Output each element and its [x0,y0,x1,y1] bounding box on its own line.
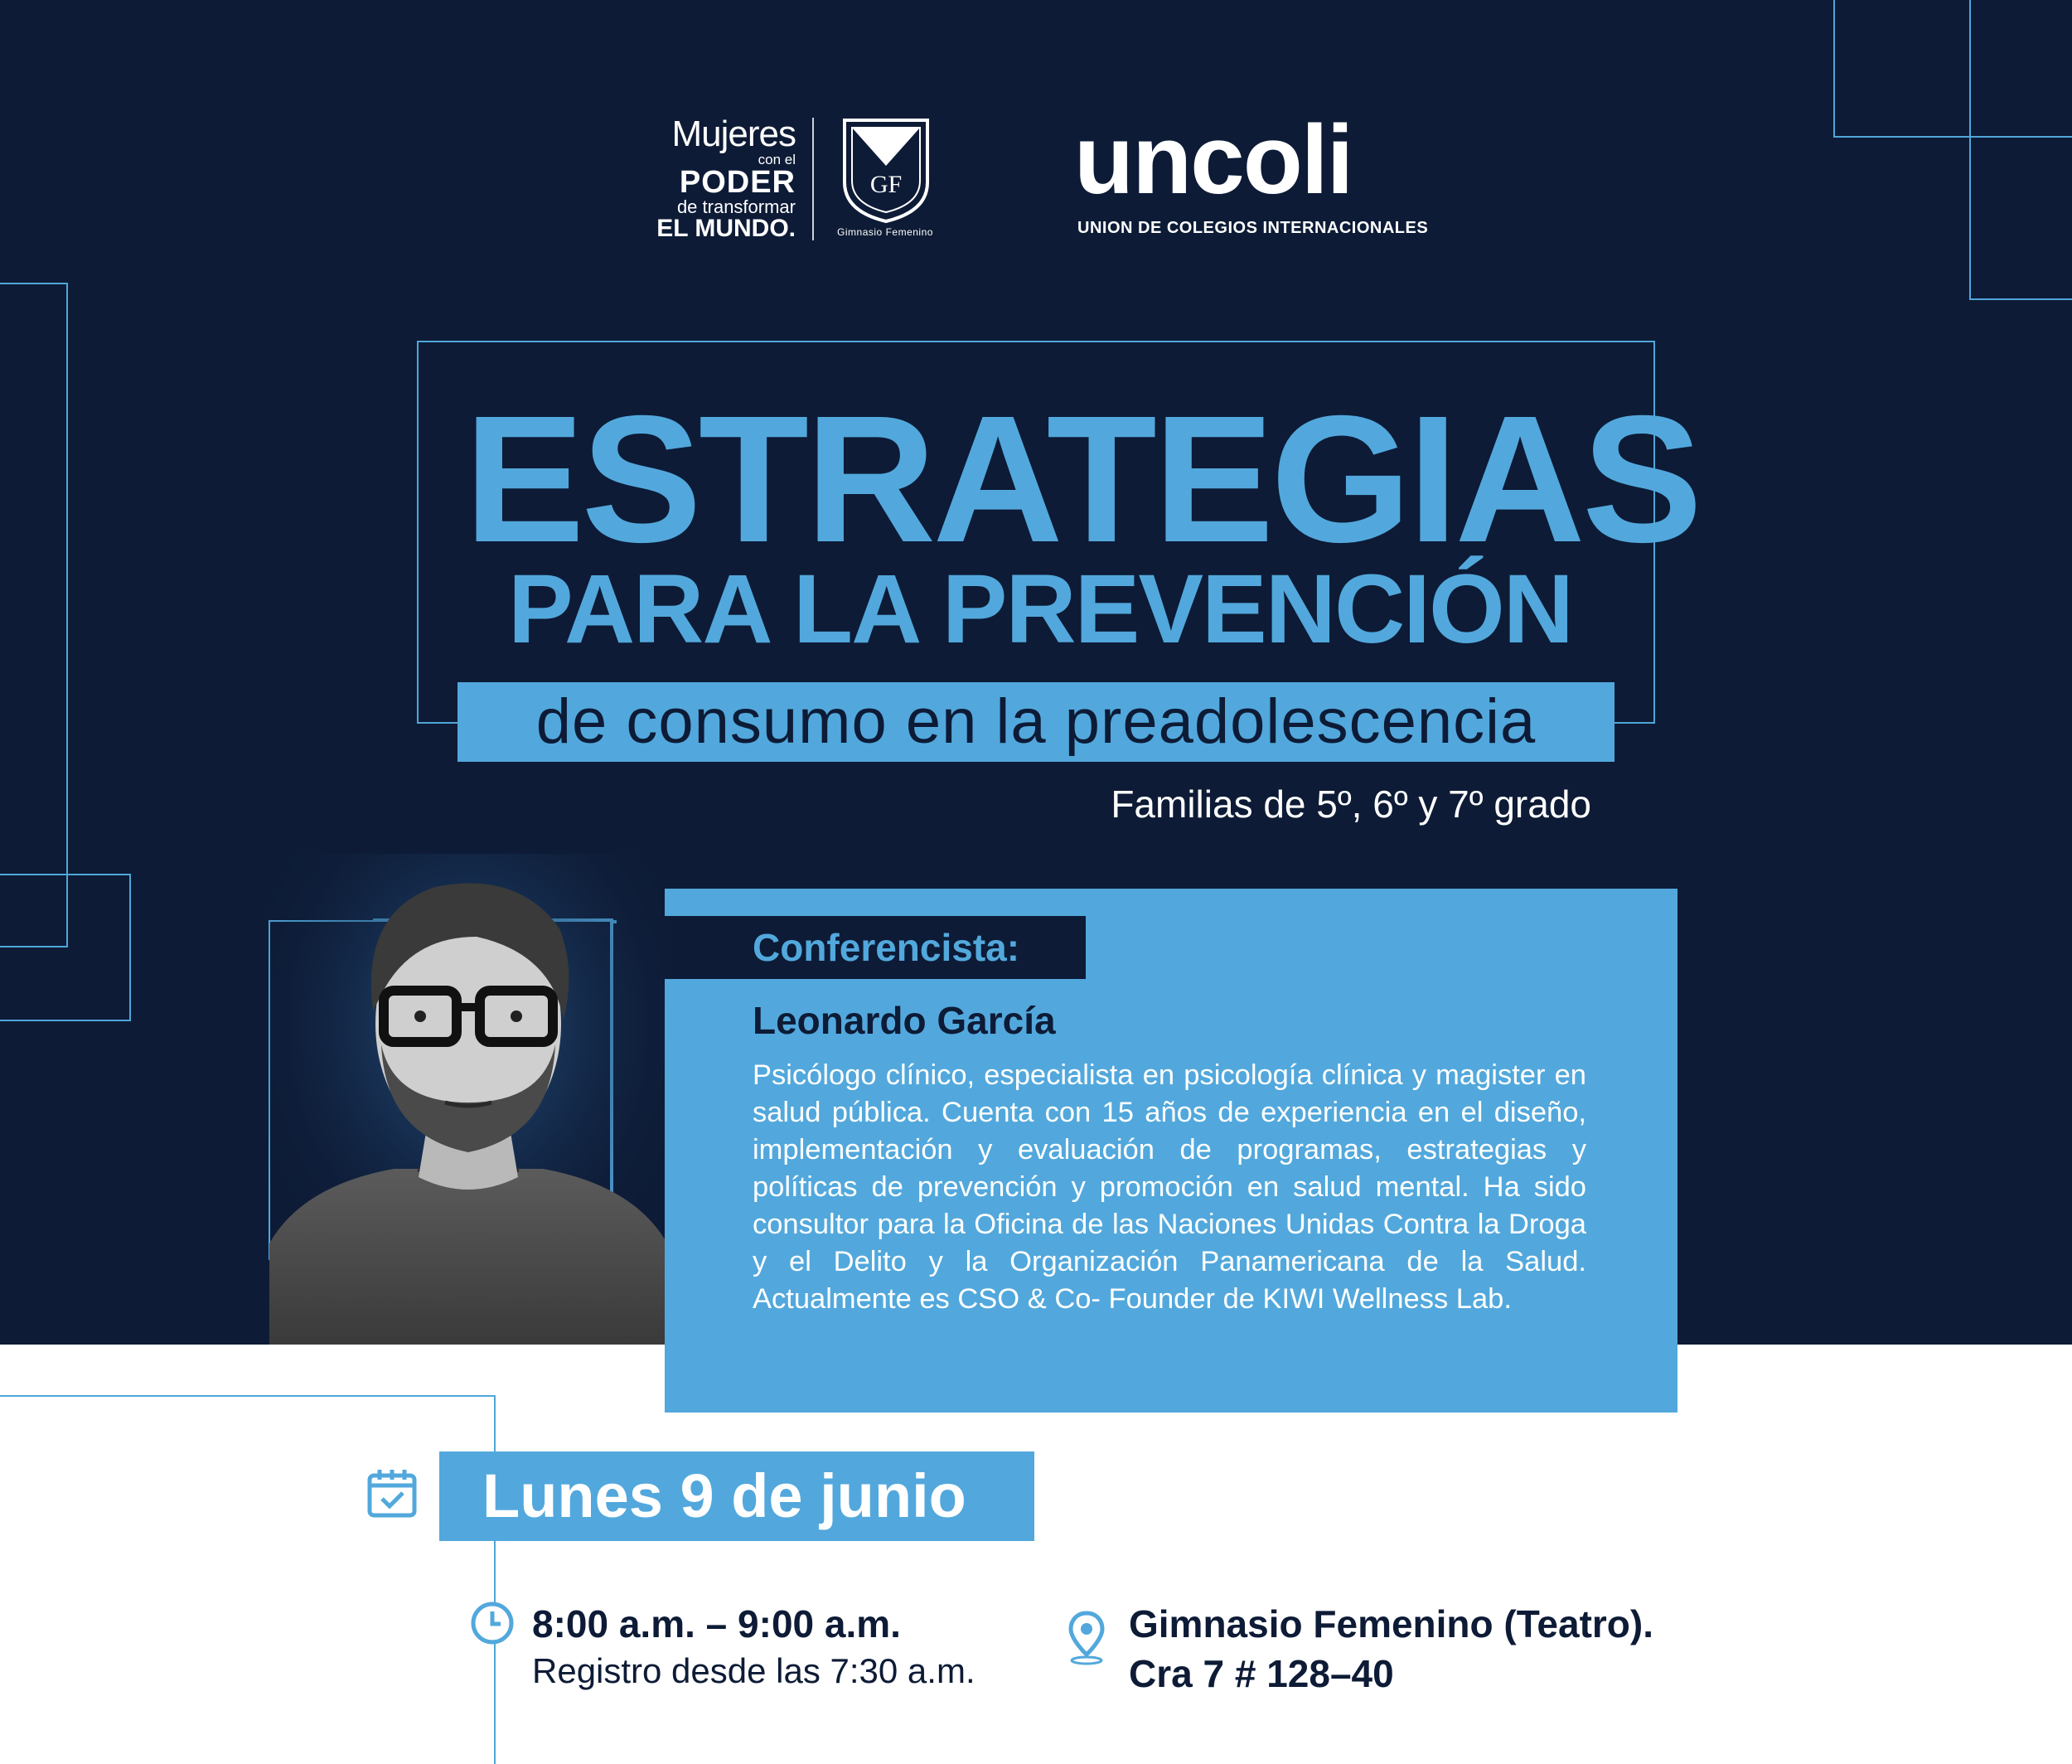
uncoli-subtitle: UNION DE COLEGIOS INTERNACIONALES [1077,219,1429,237]
event-date: Lunes 9 de junio [482,1461,966,1530]
decor-frame-left-2 [0,874,131,1021]
school-shield-logo [840,116,932,224]
svg-text:GF: GF [869,171,903,198]
logo-divider [812,118,814,240]
subtitle-band [457,682,1615,762]
speaker-heading-tab [665,916,1086,979]
clock-icon [469,1600,516,1646]
mujeres-logo-line5: EL MUNDO. [656,215,796,242]
decor-frame-left-1 [0,283,68,947]
shield-icon [840,116,932,224]
page-title-main: ESTRATEGIAS [464,379,1700,580]
mujeres-logo-line2: con el [758,152,796,167]
page-subtitle: de consumo en la preadolescencia [535,686,1537,757]
map-pin-icon [1067,1610,1106,1666]
audience-label: Familias de 5º, 6º y 7º grado [1111,783,1591,826]
speaker-bio: Psicólogo clínico, especialista en psicología clínica y magister en salud pública. Cuenta con 15 años de experiencia en el diseño, implementación y evaluación de programas, estrategias y políticas de prevención y promoción en salud mental. Ha sido consultor para la Oficina de las Naciones Unidas Contra la Droga y el Delito y la Organización Panamericana de la Salud. Actualmente es CSO & Co- Founder de KIWI Wellness Lab. [753,1059,1586,1315]
decor-line-vert-1 [494,1395,496,1451]
uncoli-logo: uncoli [1074,105,1353,215]
mujeres-logo-line4: de transformar [676,196,796,217]
event-date-band [439,1451,1034,1541]
decor-line-bottom [0,1395,496,1397]
event-time: 8:00 a.m. – 9:00 a.m. [532,1602,901,1645]
mujeres-logo-line3: PODER [679,165,796,200]
mujeres-logo [655,116,796,241]
decor-frame-top-right-2 [1969,0,2072,300]
mujeres-logo-line1: Mujeres [671,114,796,154]
event-registration: Registro desde las 7:30 a.m. [532,1651,975,1690]
calendar-check-icon [366,1467,418,1519]
speaker-name: Leonardo García [753,999,1056,1042]
event-venue: Gimnasio Femenino (Teatro). [1129,1602,1653,1645]
event-address: Cra 7 # 128–40 [1129,1652,1394,1695]
speaker-photo [269,854,667,1345]
page-title-second: PARA LA PREVENCIÓN [508,555,1572,664]
school-shield-label: Gimnasio Femenino [837,226,933,238]
speaker-heading: Conferencista: [753,926,1020,969]
decor-line-vert-2 [494,1541,496,1764]
